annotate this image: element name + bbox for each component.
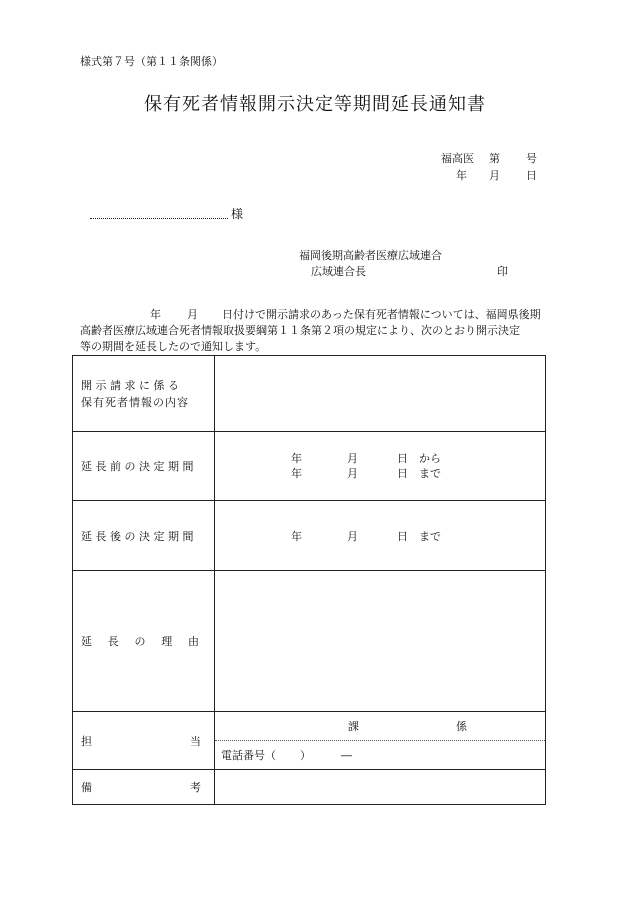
addressee-suffix: 様 [231, 207, 244, 221]
department-row [215, 712, 545, 741]
issuer-organization: 福岡後期高齢者医療広域連合 [299, 249, 442, 262]
doc-go: 号 [526, 152, 537, 165]
request-label-line1: 開 示 請 求 に 係 る [81, 378, 179, 392]
notes-field[interactable] [215, 770, 546, 805]
before-until-month: 月 [347, 467, 358, 480]
before-from-suffix: から [419, 452, 441, 465]
phone-dash: ― [341, 748, 352, 762]
request-label [73, 356, 215, 432]
reason-char: 長 [107, 635, 119, 648]
before-until-year: 年 [291, 467, 302, 480]
issuer-title: 広域連合長 [311, 265, 366, 278]
reason-char: の [134, 635, 146, 648]
addressee-line [90, 218, 228, 219]
body-line2: 高齢者医療広域連合死者情報取扱要綱第１１条第２項の規定により、次のとおり開示決定 [80, 324, 520, 337]
after-until-suffix: まで [419, 529, 441, 543]
row-period-before [73, 432, 546, 501]
before-from-year: 年 [291, 452, 302, 465]
after-label [73, 501, 215, 571]
reason-char: 理 [161, 635, 173, 648]
reason-field[interactable] [215, 571, 546, 712]
row-request-content [73, 356, 546, 432]
notes-label [73, 770, 215, 805]
phone-row [215, 741, 545, 769]
before-until-day: 日 [397, 467, 408, 480]
contact-field[interactable] [215, 712, 546, 770]
phone-prefix: 電話番号（ [221, 749, 276, 762]
form-table [72, 355, 546, 805]
after-until-month: 月 [347, 529, 358, 543]
before-from-day: 日 [397, 452, 408, 465]
period-before-field[interactable] [215, 432, 546, 501]
form-number: 様式第７号（第１１条関係） [80, 55, 223, 68]
row-reason [73, 571, 546, 712]
contact-char: 当 [190, 734, 201, 748]
row-period-after [73, 501, 546, 571]
body-year: 年 [150, 308, 161, 321]
reason-char: 由 [188, 635, 199, 648]
period-before-from [291, 451, 545, 466]
body-line1: 日付けで開示請求のあった保有死者情報については、福岡県後期 [222, 308, 541, 321]
before-until-suffix: まで [419, 467, 441, 480]
notes-char: 考 [190, 781, 201, 794]
body-line3: 等の期間を延長したので通知します。 [80, 340, 267, 353]
body-paragraph [80, 307, 550, 355]
doc-month: 月 [489, 169, 500, 182]
after-until-day: 日 [397, 529, 408, 543]
request-label-line2: 保有死者情報の内容 [81, 395, 189, 409]
period-before-until [291, 466, 545, 481]
before-label [73, 432, 215, 501]
seal-mark: 印 [497, 265, 508, 278]
doc-org-abbr: 福高医 [441, 152, 474, 165]
contact-char: 担 [81, 734, 92, 748]
reason-label [73, 571, 215, 712]
before-label-text: 延 長 前 の 決 定 期 間 [81, 460, 194, 473]
request-content-field[interactable] [215, 356, 546, 432]
row-contact [73, 712, 546, 770]
after-label-text: 延 長 後 の 決 定 期 間 [81, 529, 194, 543]
before-from-month: 月 [347, 452, 358, 465]
doc-day: 日 [526, 169, 537, 182]
doc-year: 年 [456, 169, 467, 182]
period-after-field[interactable] [215, 501, 546, 571]
doc-dai: 第 [489, 152, 500, 165]
reason-char: 延 [81, 635, 92, 648]
phone-close: ） [300, 749, 311, 762]
notes-char: 備 [81, 781, 92, 794]
ka-label: 課 [348, 720, 359, 733]
kakari-label: 係 [456, 720, 467, 733]
contact-label [73, 712, 215, 770]
period-after-until [291, 528, 545, 544]
body-month: 月 [187, 308, 198, 321]
page-title: 保有死者情報開示決定等期間延長通知書 [144, 94, 486, 115]
after-until-year: 年 [291, 529, 302, 543]
row-notes [73, 770, 546, 805]
